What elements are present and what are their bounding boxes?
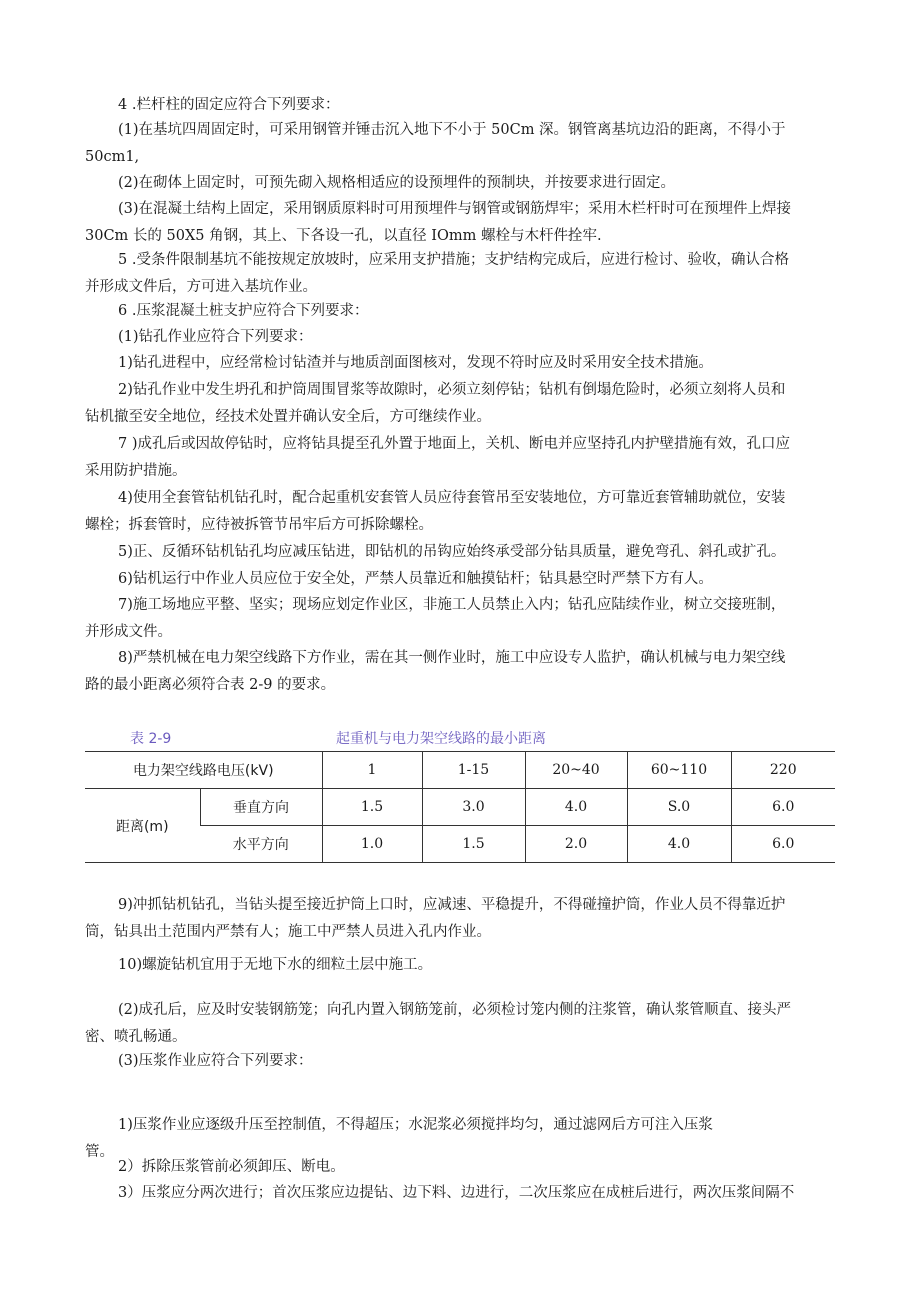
direction-label-cell: 垂直方向 xyxy=(200,789,322,826)
paragraph xyxy=(85,298,835,325)
paragraph-line: (1)在基坑四周固定时，可采用钢管并锤击沉入地下不小于 50Cm 深。钢管离基坑边沿的距离，不得小于 xyxy=(118,122,786,138)
paragraph-line: (2)成孔后，应及时安装钢筋笼；向孔内置入钢筋笼前，必须检讨笼内侧的注浆管，确认浆管顺直、接头严 xyxy=(118,1002,792,1018)
paragraph xyxy=(85,566,835,593)
paragraph-line: 9)冲抓钻机钻孔，当钻头提至接近护筒上口时，应减速、平稳提升，不得碰撞护筒，作业人员不得靠近护 xyxy=(118,897,786,913)
paragraph-line: 4)使用全套管钻机钻孔时，配合起重机安套管人员应待套管吊至安装地位，方可靠近套管辅助就位，安装 xyxy=(118,490,786,506)
distance-cell: 4.0 xyxy=(525,789,627,826)
paragraph xyxy=(85,892,835,946)
paragraph xyxy=(85,592,835,646)
table-number: 表 2-9 xyxy=(130,731,172,747)
paragraph xyxy=(85,324,835,351)
min-distance-table xyxy=(85,751,835,863)
paragraph-line: (1)钻孔作业应符合下列要求： xyxy=(118,329,313,345)
paragraph-line: 1)压浆作业应逐级升压至控制值，不得超压；水泥浆必须搅拌均匀，通过滤网后方可注入压浆 xyxy=(118,1117,713,1133)
paragraph-line: 10)螺旋钻机宜用于无地下水的细粒土层中施工。 xyxy=(118,957,433,973)
table-header-row xyxy=(85,752,835,789)
paragraph xyxy=(85,431,835,485)
paragraph-line: 2）拆除压浆管前必须卸压、断电。 xyxy=(118,1159,345,1175)
distance-cell: 1.5 xyxy=(422,826,525,863)
distance-group-cell: 距离(m) xyxy=(85,789,200,863)
distance-cell: 4.0 xyxy=(627,826,731,863)
distance-cell: 3.0 xyxy=(422,789,525,826)
voltage-header-cell: 电力架空线路电压(kV) xyxy=(85,752,322,789)
voltage-cell: 20~40 xyxy=(525,752,627,789)
paragraph-line: 7)施工场地应平整、坚实；现场应划定作业区，非施工人员禁止入内；钻孔应陆续作业，树立交接班制， xyxy=(118,597,786,613)
paragraph xyxy=(85,952,835,979)
paragraph-line: (3)压浆作业应符合下列要求： xyxy=(118,1053,313,1069)
table-row-vertical xyxy=(85,789,835,826)
paragraph-line: 6 .压浆混凝土桩支护应符合下列要求： xyxy=(118,303,369,319)
paragraph-line: 2)钻孔作业中发生坍孔和护筒周围冒浆等故隙时，必须立刻停钻；钻机有倒塌危险时，必须立刻将人员和 xyxy=(118,382,786,398)
paragraph-line: 6)钻机运行中作业人员应位于安全处，严禁人员靠近和触摸钻杆；钻具悬空时严禁下方有人。 xyxy=(118,571,713,587)
paragraph xyxy=(85,1048,835,1075)
paragraph xyxy=(85,350,835,377)
voltage-cell: 60~110 xyxy=(627,752,731,789)
paragraph-line: 钻机撤至安全地位，经技术处置并确认安全后，方可继续作业。 xyxy=(85,409,491,425)
distance-cell: 6.0 xyxy=(731,826,835,863)
paragraph-line: 筒，钻具出土范围内严禁有人；施工中严禁人员进入孔内作业。 xyxy=(85,924,491,940)
distance-cell: 1.0 xyxy=(322,826,422,863)
paragraph xyxy=(85,92,835,119)
paragraph-line: 路的最小距离必须符合表 2-9 的要求。 xyxy=(85,677,336,693)
paragraph xyxy=(85,485,835,539)
distance-cell: S.0 xyxy=(627,789,731,826)
distance-cell: 1.5 xyxy=(322,789,422,826)
table-title: 起重机与电力架空线路的最小距离 xyxy=(336,731,546,747)
distance-cell: 2.0 xyxy=(525,826,627,863)
paragraph xyxy=(85,539,835,566)
paragraph xyxy=(85,645,835,699)
voltage-cell: 1 xyxy=(322,752,422,789)
paragraph-line: 采用防护措施。 xyxy=(85,463,187,479)
voltage-cell: 220 xyxy=(731,752,835,789)
paragraph-line: (3)在混凝土结构上固定，采用钢质原料时可用预埋件与钢管或钢筋焊牢；采用木栏杆时可在预埋件上焊接 xyxy=(118,201,792,217)
paragraph xyxy=(85,196,835,250)
paragraph-line: 5 .受条件限制基坑不能按规定放坡时，应采用支护措施；支护结构完成后，应进行检讨、验收，确认合格 xyxy=(118,252,789,268)
distance-cell: 6.0 xyxy=(731,789,835,826)
paragraph-line: 7 )成孔后或因故停钻时，应将钻具提至孔外置于地面上，关机、断电并应坚持孔内护壁措施有效，孔口应 xyxy=(118,436,790,452)
direction-label-cell: 水平方向 xyxy=(200,826,322,863)
paragraph-line: 5)正、反循环钻机钻孔均应减压钻进，即钻机的吊钩应始终承受部分钻具质量，避免弯孔、斜孔或扩孔。 xyxy=(118,544,786,560)
paragraph xyxy=(85,997,835,1051)
paragraph-line: 4 .栏杆柱的固定应符合下列要求： xyxy=(118,97,340,113)
paragraph xyxy=(85,1180,835,1207)
paragraph-line: 密、喷孔畅通。 xyxy=(85,1029,187,1045)
voltage-cell: 1-15 xyxy=(422,752,525,789)
paragraph xyxy=(85,247,835,301)
paragraph xyxy=(85,377,835,431)
paragraph-line: 管。 xyxy=(85,1144,114,1160)
paragraph-line: 并形成文件。 xyxy=(85,624,172,640)
paragraph xyxy=(85,1154,835,1181)
paragraph-line: 螺栓；拆套管时，应待被拆管节吊牢后方可拆除螺栓。 xyxy=(85,517,433,533)
paragraph-line: 30Cm 长的 50X5 角钢，其上、下各设一孔，以直径 IOmm 螺栓与木杆件拴牢. xyxy=(85,228,602,244)
paragraph-line: 并形成文件后，方可进入基坑作业。 xyxy=(85,279,317,295)
paragraph-line: 50cm1, xyxy=(85,149,140,165)
paragraph xyxy=(85,170,835,197)
paragraph-line: 8)严禁机械在电力架空线路下方作业，需在其一侧作业时，施工中应设专人监护，确认机械与电力架空线 xyxy=(118,650,786,666)
paragraph-line: (2)在砌体上固定时，可预先砌入规格相适应的设预埋件的预制块，并按要求进行固定。 xyxy=(118,175,676,191)
paragraph-line: 1)钻孔进程中，应经常检讨钻渣并与地质剖面图核对，发现不符时应及时采用安全技术措施。 xyxy=(118,355,713,371)
paragraph-line: 3）压浆应分两次进行；首次压浆应边提钻、边下料、边进行，二次压浆应在成桩后进行，两次压浆间隔不 xyxy=(118,1185,795,1201)
paragraph xyxy=(85,117,835,171)
